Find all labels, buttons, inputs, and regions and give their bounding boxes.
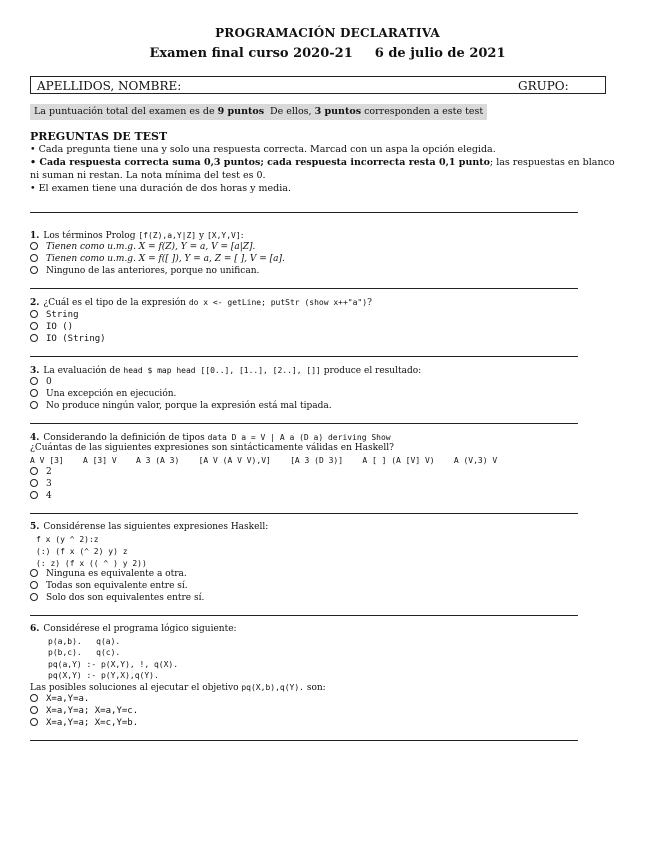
question-2: 2. ¿Cuál es el tipo de la expresión do x <- getLine; putStr (show x++"a")? (30, 298, 372, 308)
option[interactable]: Tienen como u.m.g. X = f(Z), Y = a, V = [a|Z]. (30, 242, 255, 253)
question-5: 5. Considérense las siguientes expresiones Haskell: (30, 522, 269, 532)
exam-name: Examen final curso 2020-21 (149, 46, 353, 61)
option[interactable]: Tienen como u.m.g. X = f([ ]), Y = a, Z = [ ], V = [a]. (30, 254, 285, 265)
course-title: PROGRAMACIÓN DECLARATIVA (215, 26, 440, 40)
option[interactable]: String (30, 310, 79, 321)
radio-circle-icon[interactable] (30, 310, 38, 318)
option[interactable]: 0 (30, 377, 52, 388)
code-line: p(a,b). q(a). (48, 637, 121, 646)
divider (30, 513, 578, 514)
divider (30, 288, 578, 289)
option[interactable]: 3 (30, 479, 52, 490)
radio-circle-icon[interactable] (30, 569, 38, 577)
radio-circle-icon[interactable] (30, 491, 38, 499)
option[interactable]: Ninguno de las anteriores, porque no unifican. (30, 266, 259, 277)
radio-circle-icon[interactable] (30, 467, 38, 475)
instruction-line: ni suman ni restan. La nota mínima del test es 0. (30, 170, 266, 181)
question-4: 4. Considerando la definición de tipos data D a = V | A a (D a) deriving Show (30, 433, 391, 443)
radio-circle-icon[interactable] (30, 706, 38, 714)
divider (30, 423, 578, 424)
name-group-box[interactable] (30, 76, 606, 94)
option[interactable]: X=a,Y=a. (30, 694, 89, 705)
question-6: 6. Considérese el programa lógico siguiente: (30, 624, 237, 634)
radio-circle-icon[interactable] (30, 254, 38, 262)
radio-circle-icon[interactable] (30, 242, 38, 250)
exam-date: 6 de julio de 2021 (374, 46, 506, 61)
instruction-line: • El examen tiene una duración de dos horas y media. (30, 183, 291, 194)
instruction-line: • Cada pregunta tiene una y solo una respuesta correcta. Marcad con un aspa la opción elegida. (30, 144, 496, 155)
question-1: 1. Los términos Prolog [f(Z),a,Y|Z] y [X,Y,V]: (30, 231, 244, 241)
option[interactable]: IO (String) (30, 334, 106, 345)
option[interactable]: No produce ningún valor, porque la expresión está mal tipada. (30, 401, 332, 412)
code-line: pq(a,Y) :- p(X,Y), !, q(X). (48, 660, 179, 669)
code-line: p(b,c). q(c). (48, 648, 121, 657)
test-heading: PREGUNTAS DE TEST (30, 130, 168, 143)
code-line: pq(X,Y) :- p(Y,X),q(Y). (48, 671, 159, 680)
radio-circle-icon[interactable] (30, 581, 38, 589)
code-line: (: z) (f x (( ^ ) y 2)) (36, 559, 147, 568)
group-label: GRUPO: (518, 79, 569, 93)
divider (30, 740, 578, 741)
question-4-line2: ¿Cuántas de las siguientes expresiones son sintácticamente válidas en Haskell? (30, 443, 394, 453)
divider (30, 212, 578, 213)
radio-circle-icon[interactable] (30, 322, 38, 330)
radio-circle-icon[interactable] (30, 694, 38, 702)
score-total-badge: La puntuación total del examen es de 9 puntos (30, 104, 268, 120)
radio-circle-icon[interactable] (30, 593, 38, 601)
radio-circle-icon[interactable] (30, 479, 38, 487)
exam-subtitle (0, 46, 655, 61)
question-4-expressions: A V [3] A [3] V A 3 (A 3) [A V (A V V),V] [A 3 (D 3)] A [ ] (A [V] V) A (V,3) V (30, 456, 498, 465)
option[interactable]: Una excepción en ejecución. (30, 389, 176, 400)
question-3: 3. La evaluación de head $ map head [[0..], [1..], [2..], []] produce el resultado: (30, 366, 422, 376)
option[interactable]: 4 (30, 491, 52, 502)
question-6-goal: Las posibles soluciones al ejecutar el objetivo pq(X,b),q(Y). son: (30, 683, 326, 693)
option[interactable]: 2 (30, 467, 52, 478)
radio-circle-icon[interactable] (30, 334, 38, 342)
code-line: (:) (f x (^ 2) y) z (36, 547, 128, 556)
option[interactable]: Solo dos son equivalentes entre sí. (30, 593, 204, 604)
divider (30, 356, 578, 357)
radio-circle-icon[interactable] (30, 266, 38, 274)
radio-circle-icon[interactable] (30, 718, 38, 726)
radio-circle-icon[interactable] (30, 401, 38, 409)
option[interactable]: Ninguna es equivalente a otra. (30, 569, 187, 580)
option[interactable]: X=a,Y=a; X=c,Y=b. (30, 718, 138, 729)
option[interactable]: Todas son equivalente entre sí. (30, 581, 188, 592)
code-line: f x (y ^ 2):z (36, 535, 99, 544)
instruction-line: • Cada respuesta correcta suma 0,3 puntos; cada respuesta incorrecta resta 0,1 punto; las respuestas en blanco (30, 157, 615, 168)
option[interactable]: IO () (30, 322, 73, 333)
radio-circle-icon[interactable] (30, 377, 38, 385)
divider (30, 615, 578, 616)
option[interactable]: X=a,Y=a; X=a,Y=c. (30, 706, 138, 717)
score-test-badge: De ellos, 3 puntos corresponden a este test (266, 104, 487, 120)
name-label: APELLIDOS, NOMBRE: (37, 79, 182, 93)
radio-circle-icon[interactable] (30, 389, 38, 397)
